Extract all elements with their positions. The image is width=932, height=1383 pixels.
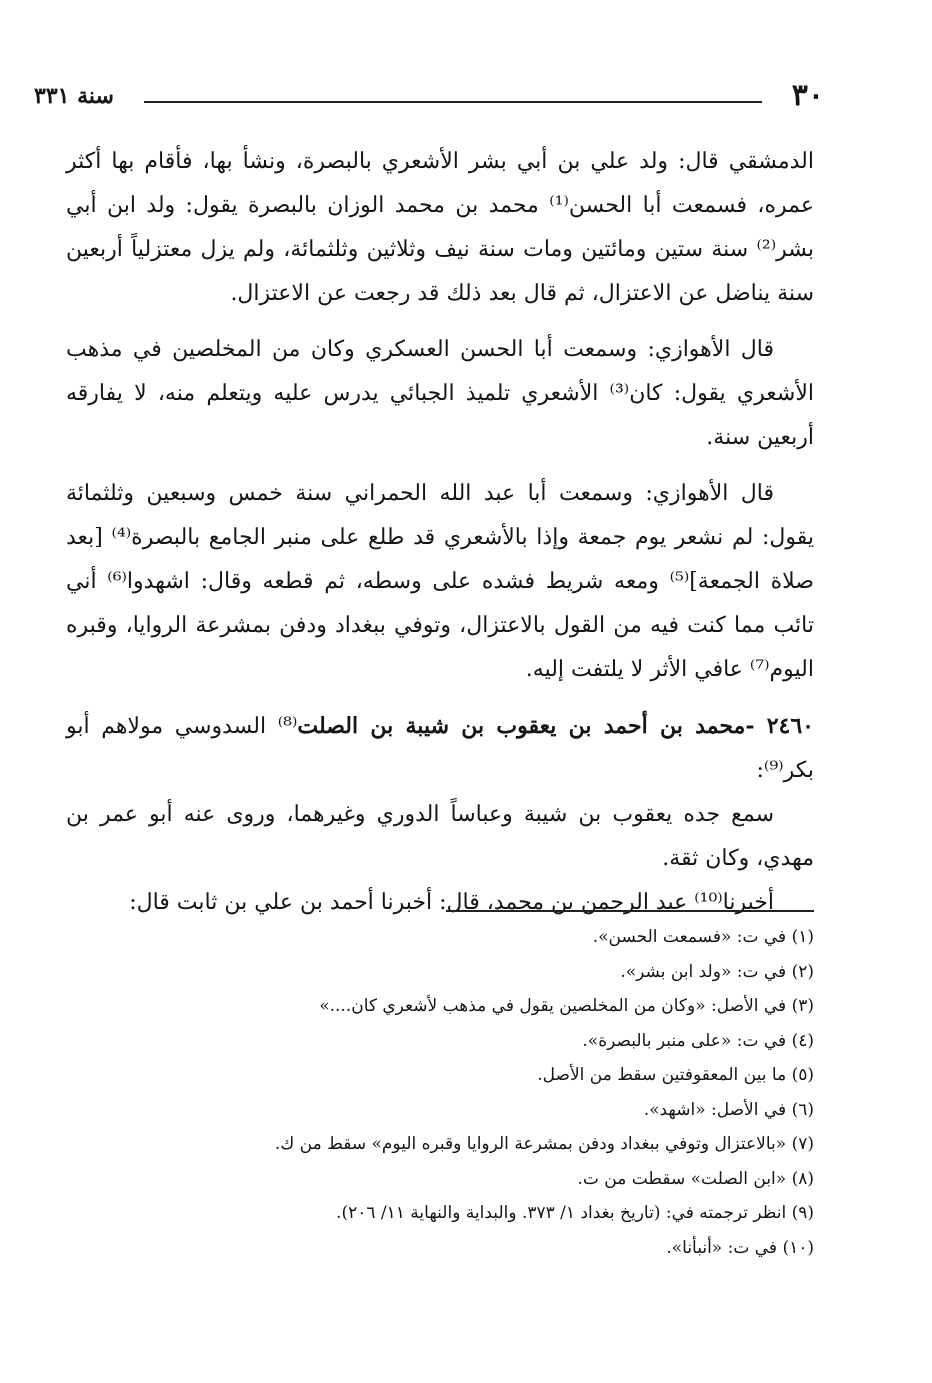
footnote-rule <box>446 910 814 912</box>
footnote: (١٠) في ت: «أنبأنا». <box>666 1237 814 1258</box>
paragraph-3: قال الأهوازي: وسمعت أبا عبد الله الحمراني سنة خمس وسبعين وثلثمائة يقول: لم نشعر يوم جمعة وإذا بالأشعري قد طلع على منبر الجامع بالبصرة⁽⁴⁾ [بعد صلاة الجمعة]⁽⁵⁾ ومعه شريط فشده على وسطه، ثم قطعه وقال: اشهدوا⁽⁶⁾ أني تائب مما كنت فيه من القول بالاعتزال، وتوفي ببغداد ودفن بمشرعة الروايا، وقبره اليوم⁽⁷⁾ عافي الأثر لا يلتفت إليه. <box>66 481 815 682</box>
header-rule <box>144 101 762 103</box>
footnote: (٢) في ت: «ولد ابن بشر». <box>620 961 814 982</box>
body-text <box>66 140 814 925</box>
entry-heading-rest: ⁽⁸⁾ السدوسي مولاهم أبو بكر⁽⁹⁾: <box>66 714 814 783</box>
biography-entry-heading <box>66 704 814 793</box>
footnote: (٩) انظر ترجمته في: (تاريخ بغداد ١/ ٣٧٣. والبداية والنهاية ١١/ ٢٠٦). <box>336 1203 814 1223</box>
footnote: (١) في ت: «فسمعت الحسن». <box>592 927 814 947</box>
footnote: (٥) ما بين المعقوفتين سقط من الأصل. <box>537 1065 814 1085</box>
footnotes <box>94 920 814 1265</box>
footnote: (٦) في الأصل: «اشهد». <box>643 1099 814 1120</box>
entry-number: ٢٤٦٠ - <box>745 713 814 739</box>
footnote: (٨) «ابن الصلت» سقطت من ت. <box>577 1168 814 1189</box>
entry-name: محمد بن أحمد بن يعقوب بن شيبة بن الصلت <box>297 713 746 739</box>
paragraph-2: قال الأهوازي: وسمعت أبا الحسن العسكري وكان من المخلصين في مذهب الأشعري يقول: كان⁽³⁾ الأشعري تلميذ الجبائي يدرس عليه ويتعلم منه، لا يفارقه أربعين سنة. <box>66 337 814 450</box>
running-title: سنة ٣٣١ <box>34 83 114 109</box>
page-header <box>34 76 824 116</box>
entry-paragraph-2: أخبرنا⁽¹⁰⁾ عبد الرحمن بن محمد، قال: أخبرنا أحمد بن علي بن ثابت قال: <box>129 890 774 915</box>
footnote: (٣) في الأصل: «وكان من المخلصين يقول في مذهب لأشعري كان....» <box>319 996 814 1016</box>
page-number: ٣٠ <box>791 78 824 113</box>
entry-paragraph-1: سمع جده يعقوب بن شيبة وعباساً الدوري وغيرهما، وروى عنه أبو عمر بن مهدي، وكان ثقة. <box>66 802 814 871</box>
footnote: (٤) في ت: «على منبر بالبصرة». <box>582 1030 814 1051</box>
footnote: (٧) «بالاعتزال وتوفي ببغداد ودفن بمشرعة الروايا وقبره اليوم» سقط من ك. <box>274 1134 814 1154</box>
paragraph-1: الدمشقي قال: ولد علي بن أبي بشر الأشعري بالبصرة، ونشأ بها، فأقام بها أكثر عمره، فسمعت أبا الحسن⁽¹⁾ محمد بن محمد الوزان بالبصرة يقول: ولد ابن أبي بشر⁽²⁾ سنة ستين ومائتين ومات سنة نيف وثلاثين وثلثمائة، ولم يزل معتزلياً أربعين سنة يناضل عن الاعتزال، ثم قال بعد ذلك قد رجعت عن الاعتزال. <box>66 149 814 306</box>
